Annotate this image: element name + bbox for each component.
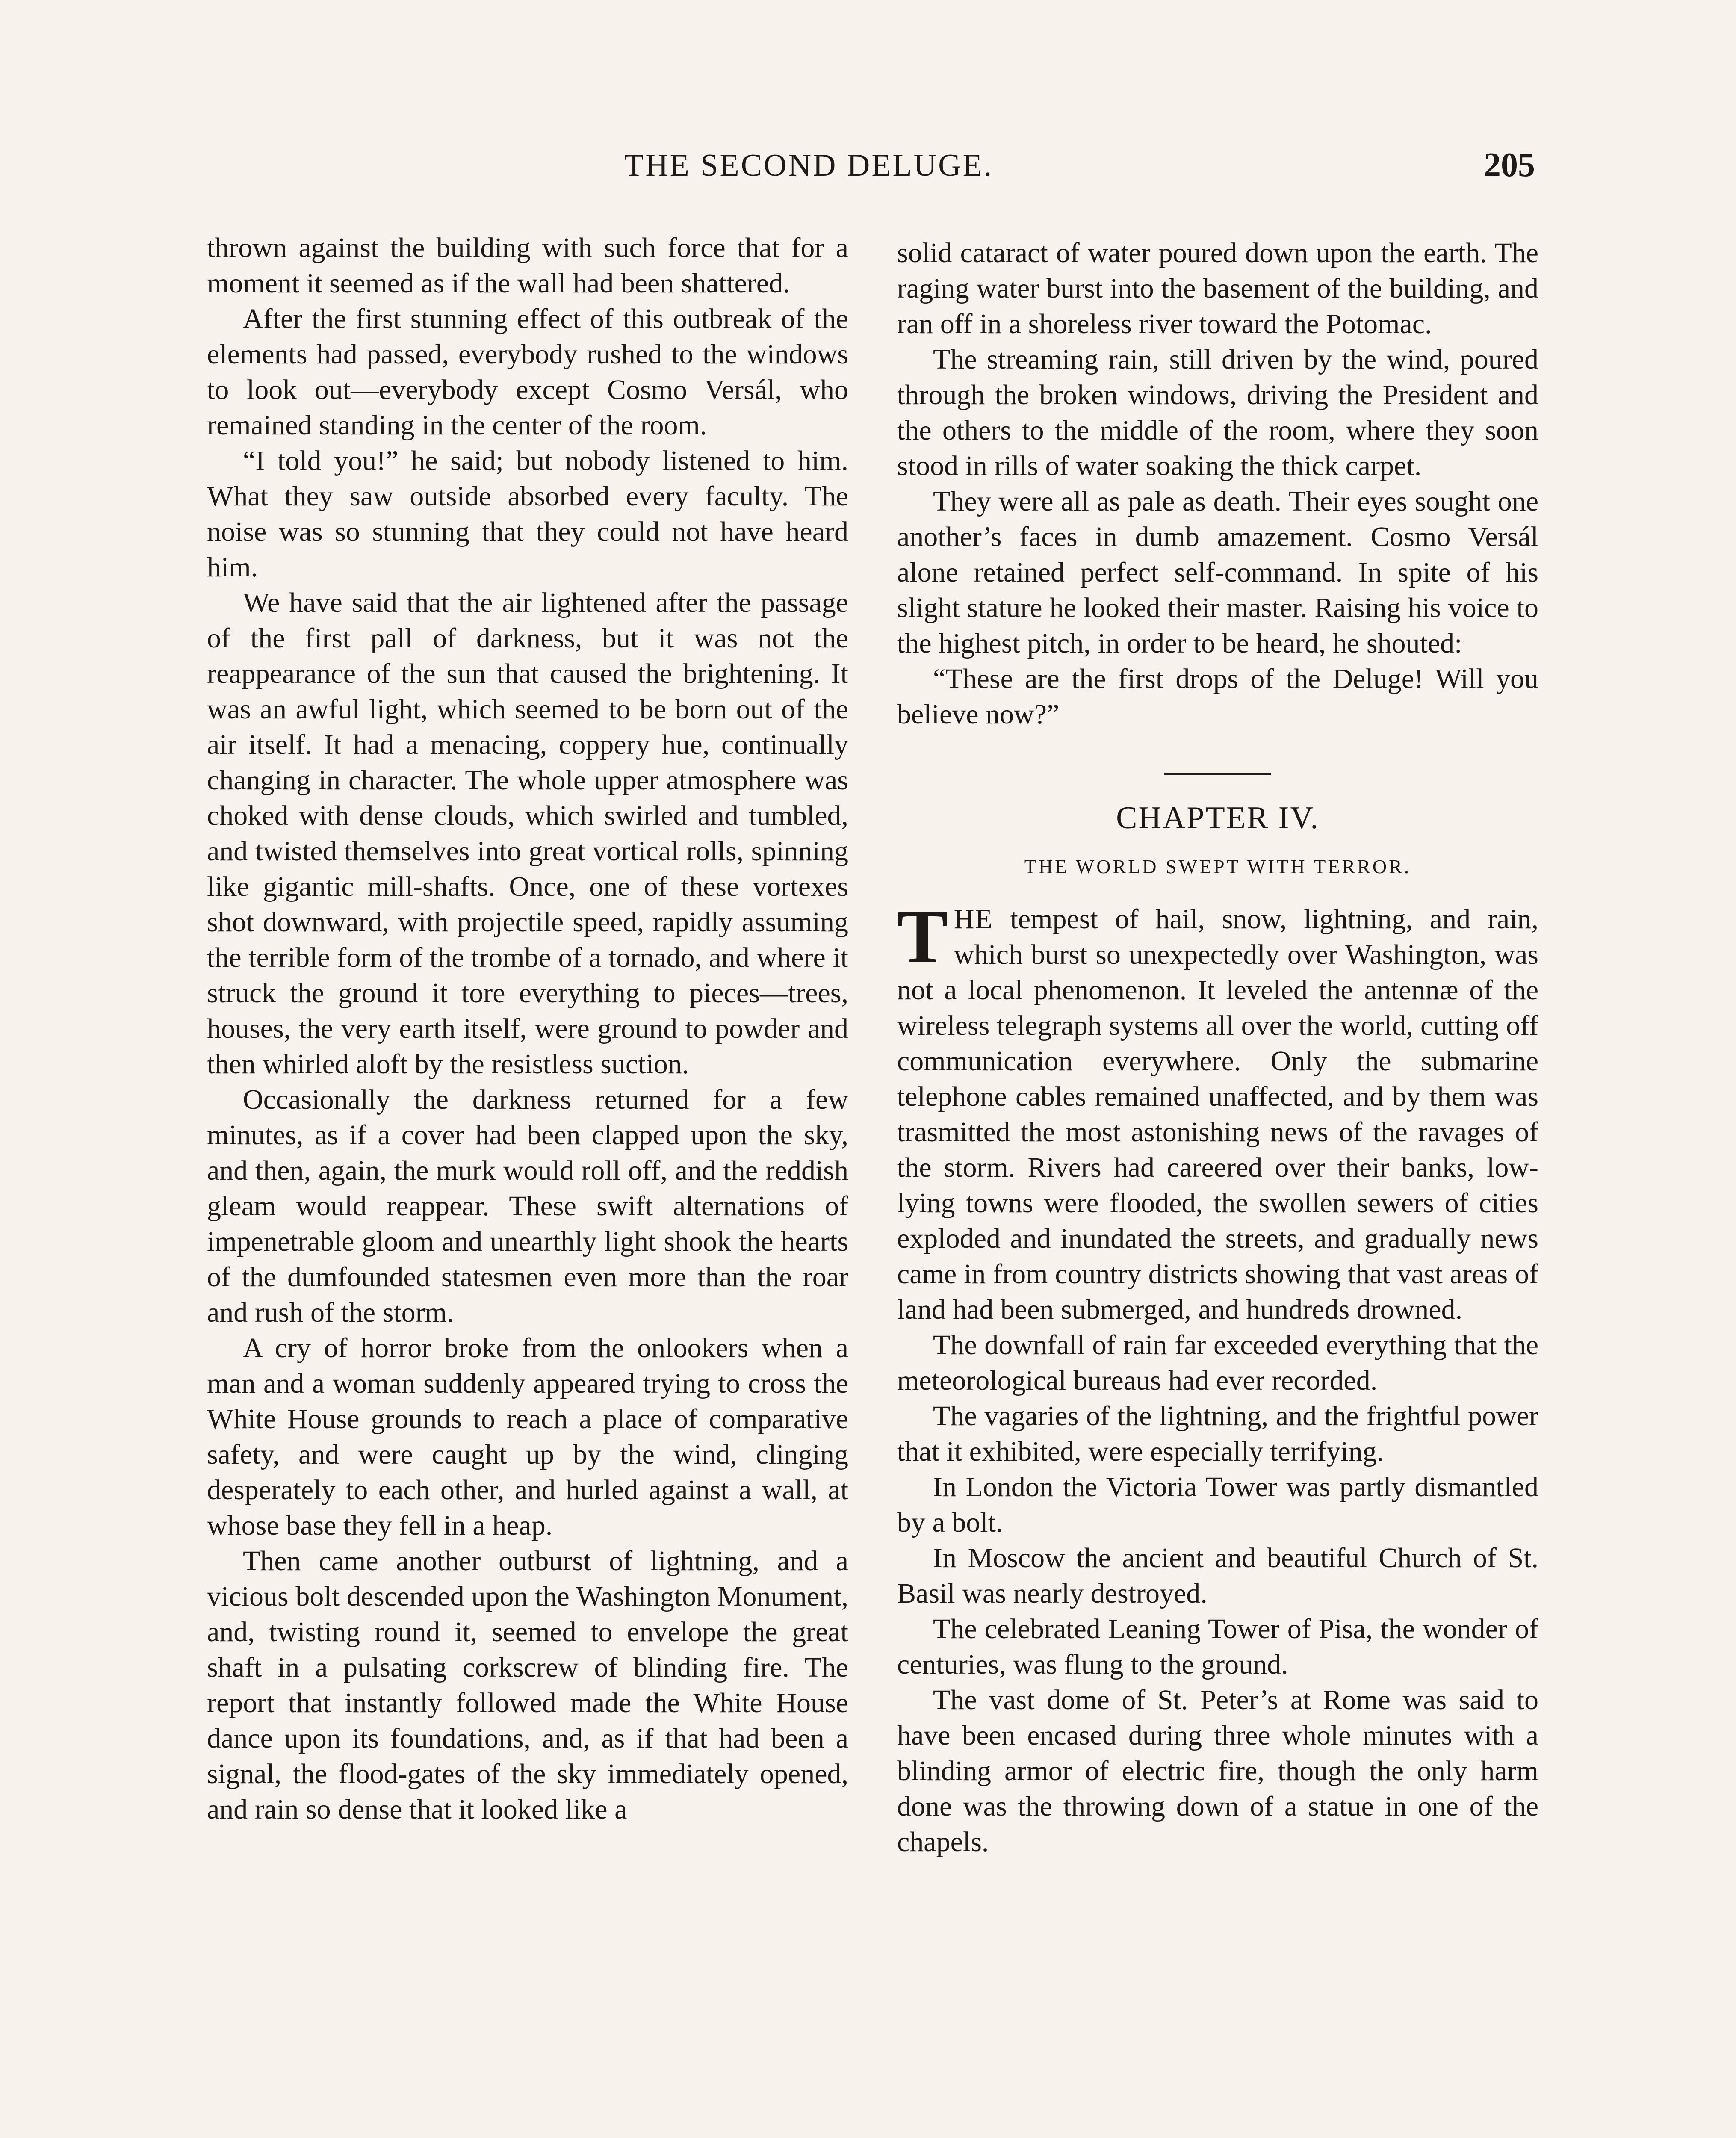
paragraph: The streaming rain, still driven by the wind, poured through the broken windows, driving the President and the others to the middle of the room, where they soon stood in rills of water soaking the thick carpet.: [897, 344, 1538, 481]
chapter-subtitle: THE WORLD SWEPT WITH TERROR.: [1024, 856, 1411, 877]
paragraph: “These are the first drops of the Deluge! Will you believe now?”: [897, 663, 1538, 730]
paragraph: In London the Victoria Tower was partly dismantled by a bolt.: [897, 1471, 1538, 1538]
paragraph: The vagaries of the lightning, and the frightful power that it exhibited, were especially terrifying.: [897, 1400, 1538, 1467]
opening-text: tempest of hail, snow, lightning, and rain, which burst so unexpectedly over Washington, was not a local phenomenon. It leveled the antennæ of the wireless telegraph systems all over the world, cutting off communication everywhere. Only the submarine telephone cables remained unaffected, and by them was trasmitted the most astonishing news of the ravages of the storm. Rivers had careered over their banks, low-lying towns were flooded, the swollen sewers of cities exploded and inundated the streets, and gradually news came in from country districts showing that vast areas of land had been submerged, and hundreds drowned.: [897, 904, 1538, 1325]
paragraph: In Moscow the ancient and beautiful Church of St. Basil was nearly destroyed.: [897, 1542, 1538, 1609]
section-divider: [1164, 773, 1271, 775]
paragraph: The vast dome of St. Peter’s at Rome was said to have been encased during three whole minutes with a blinding armor of electric fire, though the only harm done was the throwing down of a statue in one of the chapels.: [897, 1684, 1538, 1857]
paragraph: The downfall of rain far exceeded everything that the meteorological bureaus had ever recorded.: [897, 1329, 1538, 1396]
chapter-opening-paragraph: [897, 894, 1538, 1327]
paragraph: The celebrated Leaning Tower of Pisa, the wonder of centuries, was flung to the ground.: [897, 1613, 1538, 1680]
chapter-title: CHAPTER IV.: [1116, 800, 1320, 836]
running-title: THE SECOND DELUGE.: [624, 148, 994, 183]
right-column: [897, 235, 1538, 1860]
paragraph: “I told you!” he said; but nobody listened to him. What they saw outside absorbed every faculty. The noise was so stunning that they could not have heard him.: [207, 445, 848, 583]
paragraph: Occasionally the darkness returned for a few minutes, as if a cover had been clapped upon the sky, and then, again, the murk would roll off, and the reddish gleam would reappear. These swift alternations of impenetrable gloom and unearthly light shook the hearts of the dumfounded statesmen even more than the roar and rush of the storm.: [207, 1084, 848, 1328]
paragraph: thrown against the building with such force that for a moment it seemed as if the wall had been shattered.: [207, 232, 848, 299]
left-column: [207, 230, 848, 1827]
paragraph: After the first stunning effect of this outbreak of the elements had passed, everybody rushed to the windows to look out—everybody except Cosmo Versál, who remained standing in the center of the room.: [207, 303, 848, 441]
paragraph: Then came another outburst of lightning, and a vicious bolt descended upon the Washington Monument, and, twisting round it, seemed to envelope the great shaft in a pulsating corkscrew of blinding fire. The report that instantly followed made the White House dance upon its foundations, and, as if that had been a signal, the flood-gates of the sky immediately opened, and rain so dense that it looked like a: [207, 1545, 848, 1825]
paragraph: solid cataract of water poured down upon the earth. The raging water burst into the basement of the building, and ran off in a shoreless river toward the Potomac.: [897, 237, 1538, 340]
running-header: [0, 148, 1736, 199]
paragraph: We have said that the air lightened after the passage of the first pall of darkness, but it was not the reappearance of the sun that caused the brightening. It was an awful light, which seemed to be born out of the air itself. It had a menacing, coppery hue, continually changing in character. The whole upper atmosphere was choked with dense clouds, which swirled and tumbled, and twisted themselves into great vortical rolls, spinning like gigantic mill-shafts. Once, one of these vortexes shot downward, with projectile speed, rapidly assuming the terrible form of the trombe of a tornado, and where it struck the ground it tore everything to pieces—trees, houses, the very earth itself, were ground to powder and then whirled aloft by the resistless suction.: [207, 587, 848, 1080]
paragraph: A cry of horror broke from the onlookers when a man and a woman suddenly appeared trying to cross the White House grounds to reach a place of comparative safety, and were caught up by the wind, clinging desperately to each other, and hurled against a wall, at whose base they fell in a heap.: [207, 1332, 848, 1541]
paragraph: They were all as pale as death. Their eyes sought one another’s faces in dumb amazement. Cosmo Versál alone retained perfect self-command. In spite of his slight stature he looked their master. Raising his voice to the highest pitch, in order to be heard, he shouted:: [897, 486, 1538, 659]
drop-cap: T: [897, 894, 948, 979]
opening-smallcaps: HE: [954, 904, 993, 935]
page-number: 205: [1484, 146, 1535, 184]
